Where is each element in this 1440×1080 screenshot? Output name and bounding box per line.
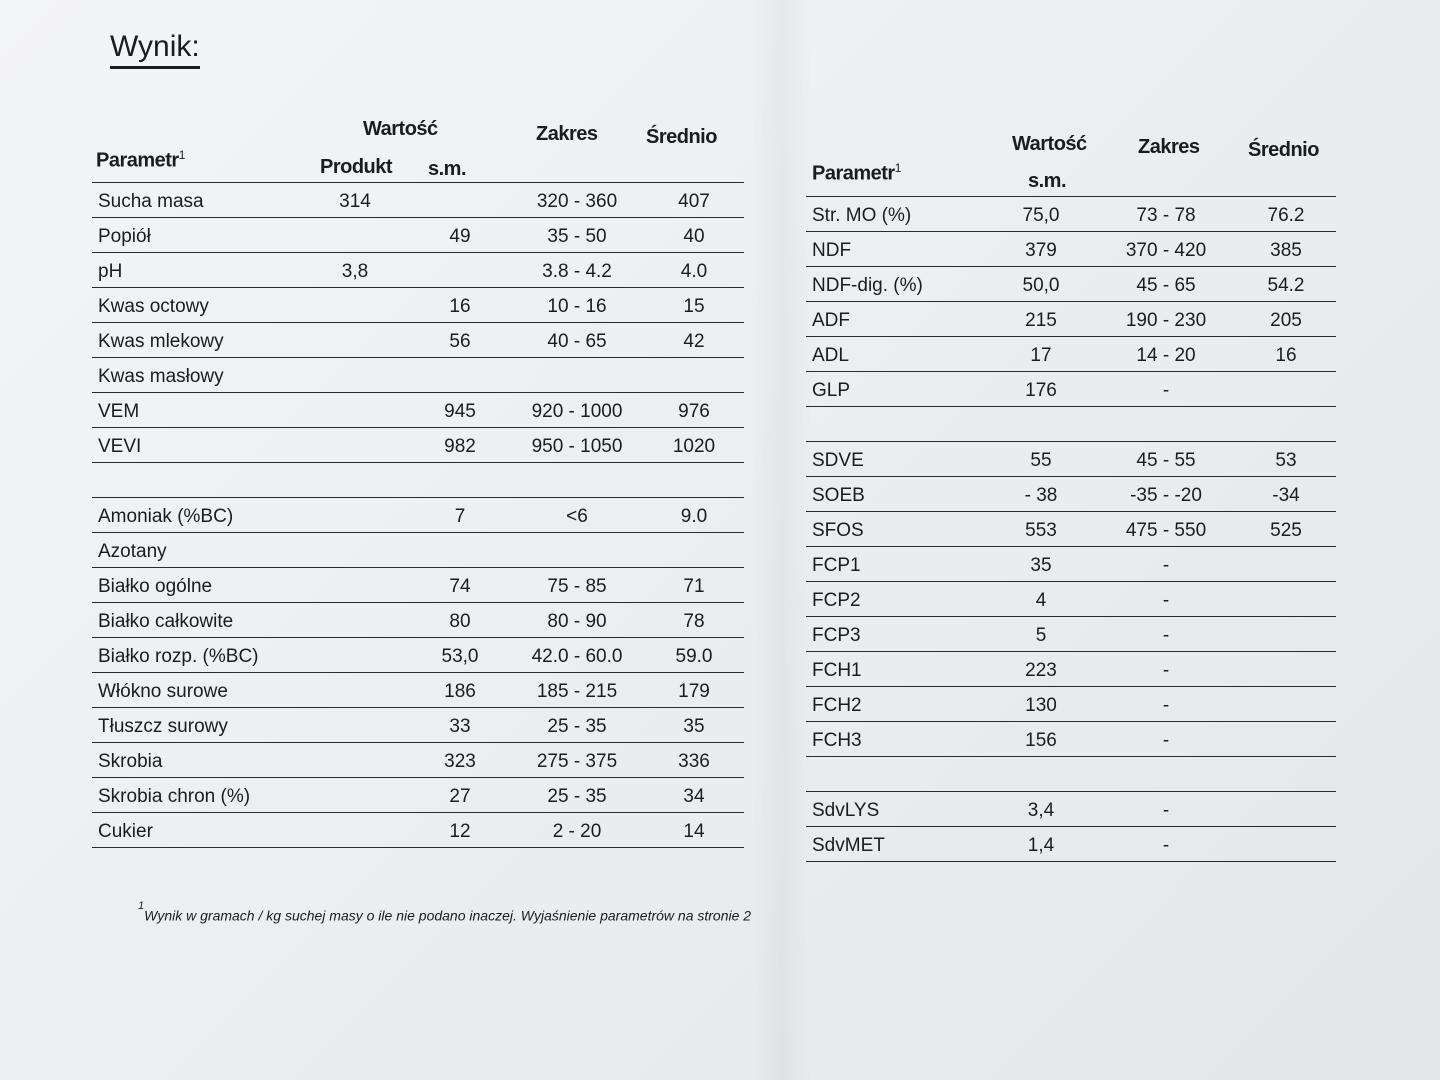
cell-sm: 223 bbox=[986, 652, 1096, 687]
cell-sm: 5 bbox=[986, 617, 1096, 652]
cell-sm bbox=[410, 358, 510, 393]
table-row bbox=[92, 498, 744, 533]
cell-name: GLP bbox=[806, 372, 986, 407]
right-results-table bbox=[806, 196, 1336, 862]
table-row bbox=[92, 463, 744, 498]
cell-name: FCP3 bbox=[806, 617, 986, 652]
table-row bbox=[92, 743, 744, 778]
right-header-zakres: Zakres bbox=[1138, 136, 1200, 158]
cell-zakres: 45 - 65 bbox=[1096, 267, 1236, 302]
table-row bbox=[806, 722, 1336, 757]
cell-sm: 56 bbox=[410, 323, 510, 358]
cell-produkt bbox=[300, 428, 410, 463]
cell-name: Tłuszcz surowy bbox=[92, 708, 300, 743]
cell-srednio bbox=[1236, 722, 1336, 757]
cell-name: VEM bbox=[92, 393, 300, 428]
cell-srednio bbox=[1236, 582, 1336, 617]
left-results-body bbox=[92, 183, 744, 848]
cell-name: SdvMET bbox=[806, 827, 986, 862]
table-row bbox=[92, 358, 744, 393]
cell-produkt bbox=[300, 498, 410, 533]
table-row bbox=[92, 253, 744, 288]
cell-sm bbox=[986, 757, 1096, 792]
cell-name: FCP1 bbox=[806, 547, 986, 582]
cell-produkt: 3,8 bbox=[300, 253, 410, 288]
right-header-sm: s.m. bbox=[1028, 170, 1067, 192]
table-row bbox=[92, 393, 744, 428]
cell-srednio: 54.2 bbox=[1236, 267, 1336, 302]
left-header-zakres: Zakres bbox=[536, 123, 598, 145]
cell-zakres: 25 - 35 bbox=[510, 708, 644, 743]
cell-sm: 50,0 bbox=[986, 267, 1096, 302]
cell-zakres: 25 - 35 bbox=[510, 778, 644, 813]
cell-name bbox=[92, 463, 300, 498]
table-row bbox=[806, 582, 1336, 617]
cell-sm: 186 bbox=[410, 673, 510, 708]
cell-name: SdvLYS bbox=[806, 792, 986, 827]
cell-srednio bbox=[1236, 792, 1336, 827]
cell-sm: 176 bbox=[986, 372, 1096, 407]
table-row bbox=[92, 288, 744, 323]
cell-srednio bbox=[1236, 687, 1336, 722]
cell-produkt: 314 bbox=[300, 183, 410, 218]
page-title: Wynik: bbox=[110, 30, 200, 69]
cell-name: SDVE bbox=[806, 442, 986, 477]
cell-zakres: - bbox=[1096, 722, 1236, 757]
cell-zakres: 3.8 - 4.2 bbox=[510, 253, 644, 288]
cell-name: NDF-dig. (%) bbox=[806, 267, 986, 302]
cell-srednio bbox=[1236, 547, 1336, 582]
cell-produkt bbox=[300, 218, 410, 253]
cell-sm: 17 bbox=[986, 337, 1096, 372]
table-row bbox=[806, 477, 1336, 512]
cell-srednio: 76.2 bbox=[1236, 197, 1336, 232]
cell-srednio: 336 bbox=[644, 743, 744, 778]
cell-srednio: 14 bbox=[644, 813, 744, 848]
cell-srednio: 179 bbox=[644, 673, 744, 708]
cell-zakres: <6 bbox=[510, 498, 644, 533]
cell-produkt bbox=[300, 638, 410, 673]
cell-name: Białko rozp. (%BC) bbox=[92, 638, 300, 673]
cell-srednio: 525 bbox=[1236, 512, 1336, 547]
cell-sm: 16 bbox=[410, 288, 510, 323]
cell-zakres: 2 - 20 bbox=[510, 813, 644, 848]
cell-sm: 80 bbox=[410, 603, 510, 638]
table-row bbox=[806, 407, 1336, 442]
cell-name: Kwas mlekowy bbox=[92, 323, 300, 358]
cell-zakres: 45 - 55 bbox=[1096, 442, 1236, 477]
cell-sm bbox=[410, 463, 510, 498]
cell-srednio: 976 bbox=[644, 393, 744, 428]
cell-zakres: - bbox=[1096, 687, 1236, 722]
cell-zakres bbox=[510, 463, 644, 498]
cell-sm: 75,0 bbox=[986, 197, 1096, 232]
cell-sm: 945 bbox=[410, 393, 510, 428]
cell-srednio: 53 bbox=[1236, 442, 1336, 477]
table-row bbox=[806, 337, 1336, 372]
cell-zakres: 80 - 90 bbox=[510, 603, 644, 638]
cell-name: Skrobia bbox=[92, 743, 300, 778]
cell-name: Popiół bbox=[92, 218, 300, 253]
cell-zakres: 190 - 230 bbox=[1096, 302, 1236, 337]
left-header-produkt: Produkt bbox=[320, 156, 393, 178]
table-row bbox=[92, 603, 744, 638]
cell-srednio bbox=[1236, 407, 1336, 442]
cell-sm: 379 bbox=[986, 232, 1096, 267]
table-row bbox=[92, 568, 744, 603]
table-row bbox=[806, 757, 1336, 792]
cell-srednio bbox=[1236, 827, 1336, 862]
right-header-srednio: Średnio bbox=[1248, 139, 1319, 161]
cell-name: Skrobia chron (%) bbox=[92, 778, 300, 813]
cell-name: Kwas masłowy bbox=[92, 358, 300, 393]
cell-name bbox=[806, 407, 986, 442]
cell-produkt bbox=[300, 743, 410, 778]
left-header-parametr: Parametr$^1$ bbox=[96, 148, 185, 172]
table-row bbox=[806, 652, 1336, 687]
paper-fold-shadow bbox=[752, 0, 812, 1080]
cell-srednio bbox=[1236, 652, 1336, 687]
table-row bbox=[92, 218, 744, 253]
cell-name bbox=[806, 757, 986, 792]
cell-name: FCH3 bbox=[806, 722, 986, 757]
table-row bbox=[806, 442, 1336, 477]
left-results-table bbox=[92, 182, 744, 848]
cell-srednio: 9.0 bbox=[644, 498, 744, 533]
cell-name: ADL bbox=[806, 337, 986, 372]
cell-name: Kwas octowy bbox=[92, 288, 300, 323]
cell-produkt bbox=[300, 708, 410, 743]
cell-name: FCH1 bbox=[806, 652, 986, 687]
cell-zakres: - bbox=[1096, 582, 1236, 617]
cell-zakres: 10 - 16 bbox=[510, 288, 644, 323]
cell-sm: 35 bbox=[986, 547, 1096, 582]
cell-zakres: - bbox=[1096, 827, 1236, 862]
cell-zakres: - bbox=[1096, 547, 1236, 582]
cell-srednio bbox=[644, 533, 744, 568]
cell-sm: 49 bbox=[410, 218, 510, 253]
cell-name: SFOS bbox=[806, 512, 986, 547]
cell-srednio: 1020 bbox=[644, 428, 744, 463]
cell-sm bbox=[410, 253, 510, 288]
cell-sm: 74 bbox=[410, 568, 510, 603]
right-header-parametr: Parametr$^1$ bbox=[812, 161, 901, 185]
cell-produkt bbox=[300, 463, 410, 498]
cell-zakres bbox=[510, 358, 644, 393]
cell-produkt bbox=[300, 813, 410, 848]
cell-sm: 53,0 bbox=[410, 638, 510, 673]
cell-sm: 130 bbox=[986, 687, 1096, 722]
cell-zakres: 14 - 20 bbox=[1096, 337, 1236, 372]
cell-srednio bbox=[644, 358, 744, 393]
cell-sm: 982 bbox=[410, 428, 510, 463]
cell-srednio: -34 bbox=[1236, 477, 1336, 512]
cell-produkt bbox=[300, 673, 410, 708]
table-row bbox=[92, 673, 744, 708]
cell-produkt bbox=[300, 393, 410, 428]
table-row bbox=[806, 372, 1336, 407]
cell-name: Białko całkowite bbox=[92, 603, 300, 638]
cell-sm bbox=[410, 533, 510, 568]
table-row bbox=[92, 813, 744, 848]
cell-zakres: 275 - 375 bbox=[510, 743, 644, 778]
cell-produkt bbox=[300, 323, 410, 358]
cell-zakres: 950 - 1050 bbox=[510, 428, 644, 463]
cell-sm: 323 bbox=[410, 743, 510, 778]
table-row bbox=[806, 687, 1336, 722]
cell-produkt bbox=[300, 568, 410, 603]
cell-name: NDF bbox=[806, 232, 986, 267]
cell-name: Azotany bbox=[92, 533, 300, 568]
right-header-wartosc: Wartość bbox=[1012, 133, 1087, 155]
table-row bbox=[806, 827, 1336, 862]
cell-sm: 553 bbox=[986, 512, 1096, 547]
cell-zakres: 35 - 50 bbox=[510, 218, 644, 253]
cell-sm: 7 bbox=[410, 498, 510, 533]
cell-zakres: - bbox=[1096, 792, 1236, 827]
cell-srednio: 15 bbox=[644, 288, 744, 323]
cell-zakres: 475 - 550 bbox=[1096, 512, 1236, 547]
table-row bbox=[806, 617, 1336, 652]
cell-srednio: 4.0 bbox=[644, 253, 744, 288]
cell-name: FCH2 bbox=[806, 687, 986, 722]
cell-zakres: 185 - 215 bbox=[510, 673, 644, 708]
cell-zakres bbox=[1096, 757, 1236, 792]
cell-name: Str. MO (%) bbox=[806, 197, 986, 232]
cell-name: Amoniak (%BC) bbox=[92, 498, 300, 533]
table-row bbox=[806, 512, 1336, 547]
table-row bbox=[806, 197, 1336, 232]
cell-produkt bbox=[300, 603, 410, 638]
table-row bbox=[92, 323, 744, 358]
cell-sm: 55 bbox=[986, 442, 1096, 477]
cell-sm: 3,4 bbox=[986, 792, 1096, 827]
cell-name: Włókno surowe bbox=[92, 673, 300, 708]
cell-zakres: 75 - 85 bbox=[510, 568, 644, 603]
cell-zakres: - bbox=[1096, 652, 1236, 687]
cell-zakres: 320 - 360 bbox=[510, 183, 644, 218]
cell-zakres bbox=[510, 533, 644, 568]
table-row bbox=[92, 638, 744, 673]
cell-name: pH bbox=[92, 253, 300, 288]
table-row bbox=[92, 183, 744, 218]
table-row bbox=[806, 302, 1336, 337]
cell-sm: 27 bbox=[410, 778, 510, 813]
cell-zakres: - bbox=[1096, 617, 1236, 652]
cell-name: Cukier bbox=[92, 813, 300, 848]
left-header-sm: s.m. bbox=[428, 158, 467, 180]
left-header-srednio: Średnio bbox=[646, 126, 717, 148]
cell-produkt bbox=[300, 533, 410, 568]
cell-srednio: 407 bbox=[644, 183, 744, 218]
cell-sm: 156 bbox=[986, 722, 1096, 757]
cell-sm: 215 bbox=[986, 302, 1096, 337]
cell-srednio: 40 bbox=[644, 218, 744, 253]
table-row bbox=[806, 232, 1336, 267]
cell-name: SOEB bbox=[806, 477, 986, 512]
cell-name: ADF bbox=[806, 302, 986, 337]
table-row bbox=[806, 547, 1336, 582]
left-header-wartosc: Wartość bbox=[363, 118, 438, 140]
table-row bbox=[92, 428, 744, 463]
cell-name: Białko ogólne bbox=[92, 568, 300, 603]
cell-produkt bbox=[300, 778, 410, 813]
cell-produkt bbox=[300, 358, 410, 393]
cell-zakres: 370 - 420 bbox=[1096, 232, 1236, 267]
cell-zakres: 42.0 - 60.0 bbox=[510, 638, 644, 673]
cell-zakres: 40 - 65 bbox=[510, 323, 644, 358]
cell-zakres: 920 - 1000 bbox=[510, 393, 644, 428]
cell-name: Sucha masa bbox=[92, 183, 300, 218]
cell-srednio: 205 bbox=[1236, 302, 1336, 337]
cell-zakres: 73 - 78 bbox=[1096, 197, 1236, 232]
cell-sm: 1,4 bbox=[986, 827, 1096, 862]
cell-srednio: 78 bbox=[644, 603, 744, 638]
table-row bbox=[92, 778, 744, 813]
cell-sm: - 38 bbox=[986, 477, 1096, 512]
cell-srednio: 35 bbox=[644, 708, 744, 743]
cell-name: FCP2 bbox=[806, 582, 986, 617]
cell-srednio bbox=[644, 463, 744, 498]
cell-zakres: - bbox=[1096, 372, 1236, 407]
table-row bbox=[92, 533, 744, 568]
cell-sm: 4 bbox=[986, 582, 1096, 617]
cell-srednio: 16 bbox=[1236, 337, 1336, 372]
cell-srednio bbox=[1236, 617, 1336, 652]
cell-name: VEVI bbox=[92, 428, 300, 463]
cell-sm: 33 bbox=[410, 708, 510, 743]
cell-srednio: 42 bbox=[644, 323, 744, 358]
cell-sm: 12 bbox=[410, 813, 510, 848]
cell-zakres bbox=[1096, 407, 1236, 442]
cell-srednio: 59.0 bbox=[644, 638, 744, 673]
right-results-body bbox=[806, 197, 1336, 862]
cell-srednio bbox=[1236, 757, 1336, 792]
cell-srednio: 71 bbox=[644, 568, 744, 603]
cell-srednio: 385 bbox=[1236, 232, 1336, 267]
table-row bbox=[92, 708, 744, 743]
footnote: $^1$Wynik w gramach / kg suchej masy o ile nie podano inaczej. Wyjaśnienie parametrów na stronie 2 bbox=[138, 900, 752, 924]
cell-produkt bbox=[300, 288, 410, 323]
table-row bbox=[806, 267, 1336, 302]
cell-srednio: 34 bbox=[644, 778, 744, 813]
cell-srednio bbox=[1236, 372, 1336, 407]
cell-sm bbox=[986, 407, 1096, 442]
cell-zakres: -35 - -20 bbox=[1096, 477, 1236, 512]
cell-sm bbox=[410, 183, 510, 218]
table-row bbox=[806, 792, 1336, 827]
